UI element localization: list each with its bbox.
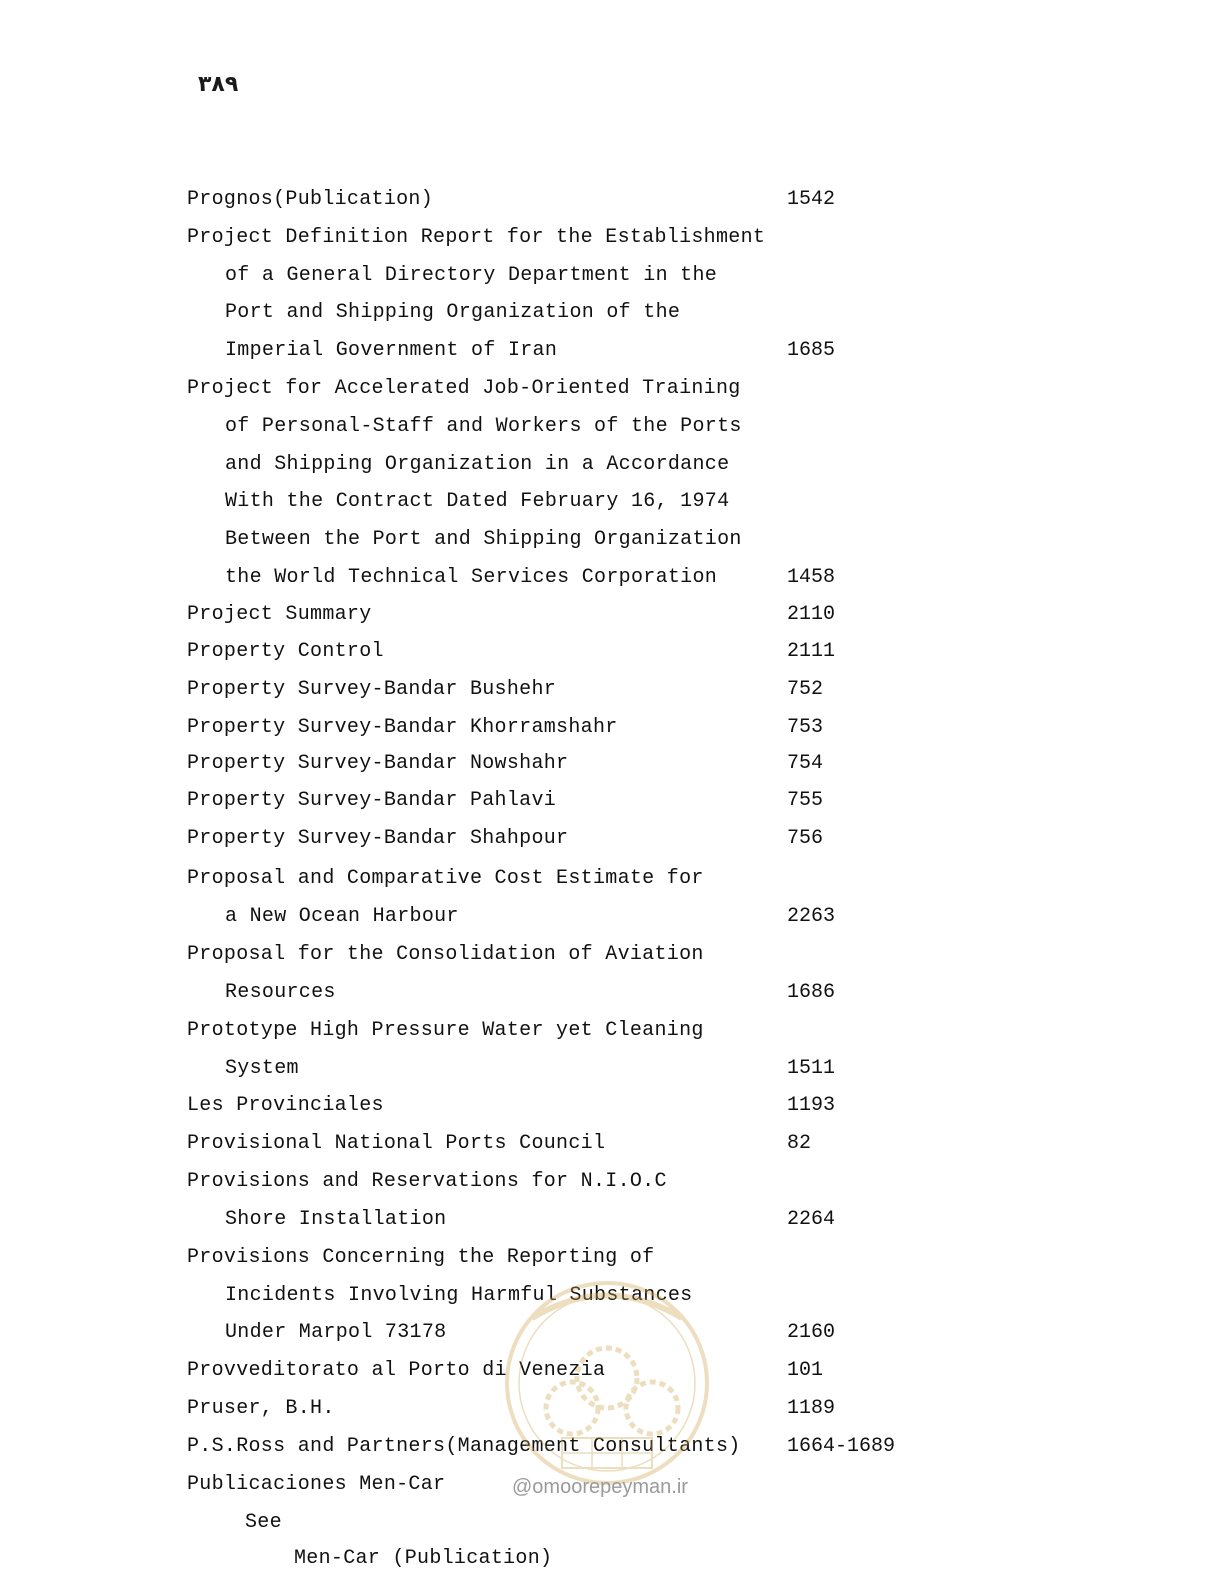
index-entry-title: Prognos(Publication) xyxy=(187,188,434,211)
index-entry-continuation: Shore Installation xyxy=(225,1208,447,1231)
index-entry-title: Proposal for the Consolidation of Aviation xyxy=(187,943,704,966)
index-entry-continuation: of a General Directory Department in the xyxy=(225,264,718,287)
index-entry-title: Provveditorato al Porto di Venezia xyxy=(187,1359,606,1382)
index-entry-title: Property Control xyxy=(187,640,384,663)
index-entry-reference: 1189 xyxy=(787,1397,836,1420)
index-entry-reference: 756 xyxy=(787,827,824,850)
index-entry-reference: 101 xyxy=(787,1359,824,1382)
watermark-url: @omoorepeyman.ir xyxy=(512,1476,688,1498)
index-entry-title: Project Summary xyxy=(187,603,372,626)
watermark-seal-icon xyxy=(502,1278,712,1488)
index-entry-continuation: the World Technical Services Corporation xyxy=(225,566,718,589)
see-label: See xyxy=(245,1511,282,1534)
index-entry-title: Pruser, B.H. xyxy=(187,1397,335,1420)
index-entry-reference: 2110 xyxy=(787,603,836,626)
index-entry-reference: 1686 xyxy=(787,981,836,1004)
index-entry-continuation: and Shipping Organization in a Accordance xyxy=(225,453,730,476)
index-entry-continuation: a New Ocean Harbour xyxy=(225,905,459,928)
index-entry-title: Provisions Concerning the Reporting of xyxy=(187,1246,655,1269)
index-entry-title: Provisional National Ports Council xyxy=(187,1132,606,1155)
index-entry-continuation: With the Contract Dated February 16, 1974 xyxy=(225,490,730,513)
index-entry-reference: 755 xyxy=(787,789,824,812)
index-entry-title: P.S.Ross and Partners(Management Consultants) xyxy=(187,1435,741,1458)
index-entry-title: Property Survey-Bandar Bushehr xyxy=(187,678,557,701)
see-target: Men-Car (Publication) xyxy=(294,1547,553,1570)
index-entry-title: Property Survey-Bandar Khorramshahr xyxy=(187,716,618,739)
index-entry-title: Project Definition Report for the Establishment xyxy=(187,226,766,249)
index-entry-title: Publicaciones Men-Car xyxy=(187,1473,446,1496)
index-entry-reference: 1458 xyxy=(787,566,836,589)
page-number: ۳۸۹ xyxy=(198,72,239,97)
index-entry-continuation: Incidents Involving Harmful Substances xyxy=(225,1284,693,1307)
index-entry-reference: 1193 xyxy=(787,1094,836,1117)
index-entry-continuation: System xyxy=(225,1057,299,1080)
index-entry-continuation: of Personal-Staff and Workers of the Ports xyxy=(225,415,742,438)
index-entry-reference: 752 xyxy=(787,678,824,701)
index-entry-reference: 1511 xyxy=(787,1057,836,1080)
index-entry-reference: 753 xyxy=(787,716,824,739)
index-entry-reference: 1664-1689 xyxy=(787,1435,896,1458)
index-entry-title: Property Survey-Bandar Pahlavi xyxy=(187,789,557,812)
index-entry-title: Proposal and Comparative Cost Estimate for xyxy=(187,867,704,890)
index-entry-continuation: Imperial Government of Iran xyxy=(225,339,558,362)
index-entry-continuation: Between the Port and Shipping Organization xyxy=(225,528,742,551)
index-entry-reference: 2263 xyxy=(787,905,836,928)
index-entry-continuation: Resources xyxy=(225,981,336,1004)
index-entry-reference: 2111 xyxy=(787,640,836,663)
index-entry-reference: 82 xyxy=(787,1132,812,1155)
index-entry-title: Property Survey-Bandar Shahpour xyxy=(187,827,569,850)
index-entry-reference: 2160 xyxy=(787,1321,836,1344)
index-entry-reference: 2264 xyxy=(787,1208,836,1231)
index-entry-continuation: Under Marpol 73178 xyxy=(225,1321,447,1344)
index-entry-title: Provisions and Reservations for N.I.O.C xyxy=(187,1170,667,1193)
index-entry-title: Les Provinciales xyxy=(187,1094,384,1117)
index-entry-title: Project for Accelerated Job-Oriented Training xyxy=(187,377,741,400)
index-entry-title: Prototype High Pressure Water yet Cleaning xyxy=(187,1019,704,1042)
index-entry-reference: 1685 xyxy=(787,339,836,362)
index-entry-continuation: Port and Shipping Organization of the xyxy=(225,301,681,324)
index-entry-title: Property Survey-Bandar Nowshahr xyxy=(187,752,569,775)
index-entry-reference: 1542 xyxy=(787,188,836,211)
index-entry-reference: 754 xyxy=(787,752,824,775)
